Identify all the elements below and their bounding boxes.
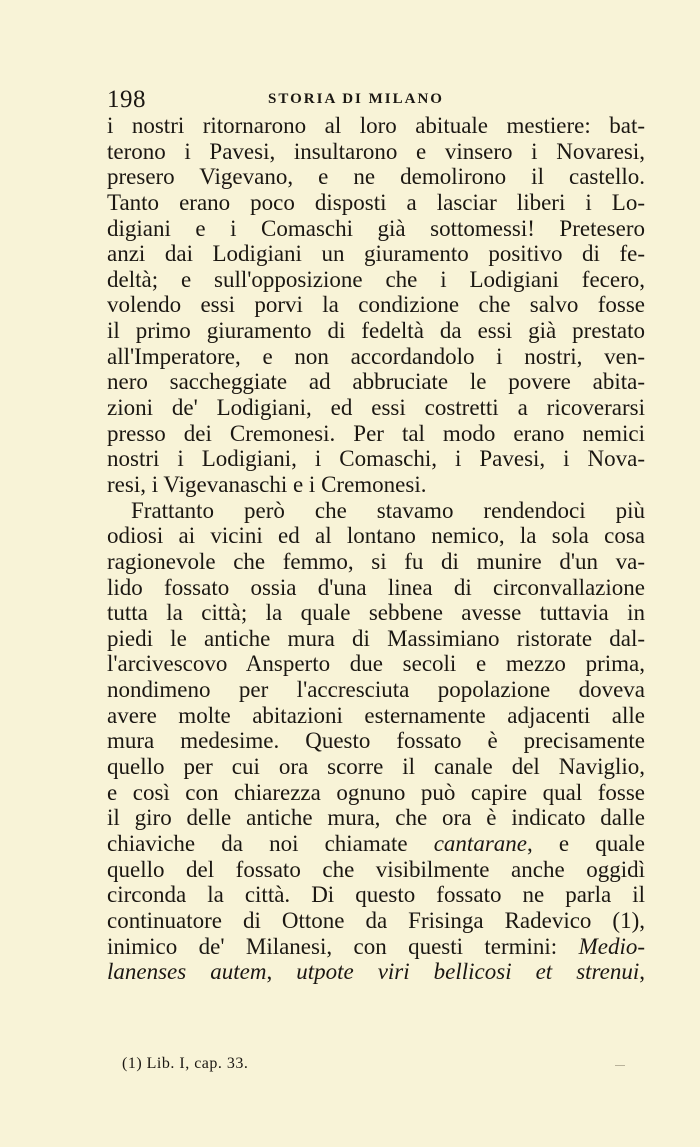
text-line: presero Vigevano, e ne demolirono il castello. [107,164,645,190]
text-line: quello per cui ora scorre il canale del Naviglio, [107,754,645,780]
text-line: odiosi ai vicini ed al lontano nemico, la sola cosa [107,523,645,549]
text-line: resi, i Vigevanaschi e i Cremonesi. [107,471,427,497]
main-text [107,113,645,985]
latin-quote-line [107,959,645,985]
latin-quote: lanenses autem [107,959,267,985]
text-line: nondimeno per l'accresciuta popolazione doveva [107,677,645,703]
text-line: piedi le antiche mura di Massimiano ristorate dal- [107,625,645,651]
text-run: , e quale [526,830,645,856]
text-line: presso dei Cremonesi. Per tal modo erano nemici [107,420,645,446]
print-mark [615,1065,625,1066]
text-line: e così con chiarezza ognuno può capire qual fosse [107,779,645,805]
text-line: Frattanto però che stavamo rendendoci più [131,497,645,523]
page-header [107,86,645,114]
text-line: anzi dai Lodigiani un giuramento positivo di fe- [107,241,645,267]
text-line: all'Imperatore, e non accordandolo i nostri, ven- [107,343,645,369]
text-line: il primo giuramento di fedeltà da essi già prestato [107,318,645,344]
text-line: deltà; e sull'opposizione che i Lodigiani fecero, [107,266,645,292]
text-line: nero saccheggiate ad abbruciate le povere abita- [107,369,645,395]
text-line: terono i Pavesi, insultarono e vinsero i Novaresi, [107,138,645,164]
paragraph-2 [107,498,645,985]
text-line: zioni de' Lodigiani, ed essi costretti a ricoverarsi [107,395,645,421]
text-line: circonda la città. Di questo fossato ne parla il [107,882,645,908]
latin-quote: Medio- [578,933,645,959]
text-line: nostri i Lodigiani, i Comaschi, i Pavesi, i Nova- [107,446,645,472]
text-line: continuatore di Ottone da Frisinga Radevico (1), [107,907,645,933]
page-number: 198 [107,86,146,113]
running-title: STORIA DI MILANO [268,91,444,107]
text-line: digiani e i Comaschi già sottomessi! Pretesero [107,215,645,241]
italic-term: cantarane [433,830,527,856]
paragraph-1 [107,113,645,498]
text-line: ragionevole che femmo, si fu di munire d'un va- [107,548,645,574]
text-line: avere molte abitazioni esternamente adjacenti alle [107,702,645,728]
text-line: tutta la città; la quale sebbene avesse tuttavia in [107,600,645,626]
text-line: l'arcivescovo Ansperto due secoli e mezzo prima, [107,651,645,677]
text-line: il giro delle antiche mura, che ora è indicato dalle [107,805,645,831]
text-run: chiaviche da noi chiamate [107,830,434,856]
text-run: , [639,959,645,985]
text-line: mura medesime. Questo fossato è precisamente [107,728,645,754]
text-run: , [266,959,297,985]
text-line-with-italic [107,934,645,960]
latin-quote: utpote viri bellicosi et strenui [296,959,640,985]
text-line: lido fossato ossia d'una linea di circonvallazione [107,574,645,600]
text-line: volendo essi porvi la condizione che salvo fosse [107,292,645,318]
text-line: quello del fossato che visibilmente anche oggidì [107,856,645,882]
text-line: Tanto erano poco disposti a lasciar liberi i Lo- [107,189,645,215]
footnote: (1) Lib. I, cap. 33. [122,1055,249,1072]
text-line-with-italic [107,831,645,857]
text-run: inimico de' Milanesi, con questi termini: [107,933,579,959]
text-line: i nostri ritornarono al loro abituale mestiere: bat- [107,113,645,138]
